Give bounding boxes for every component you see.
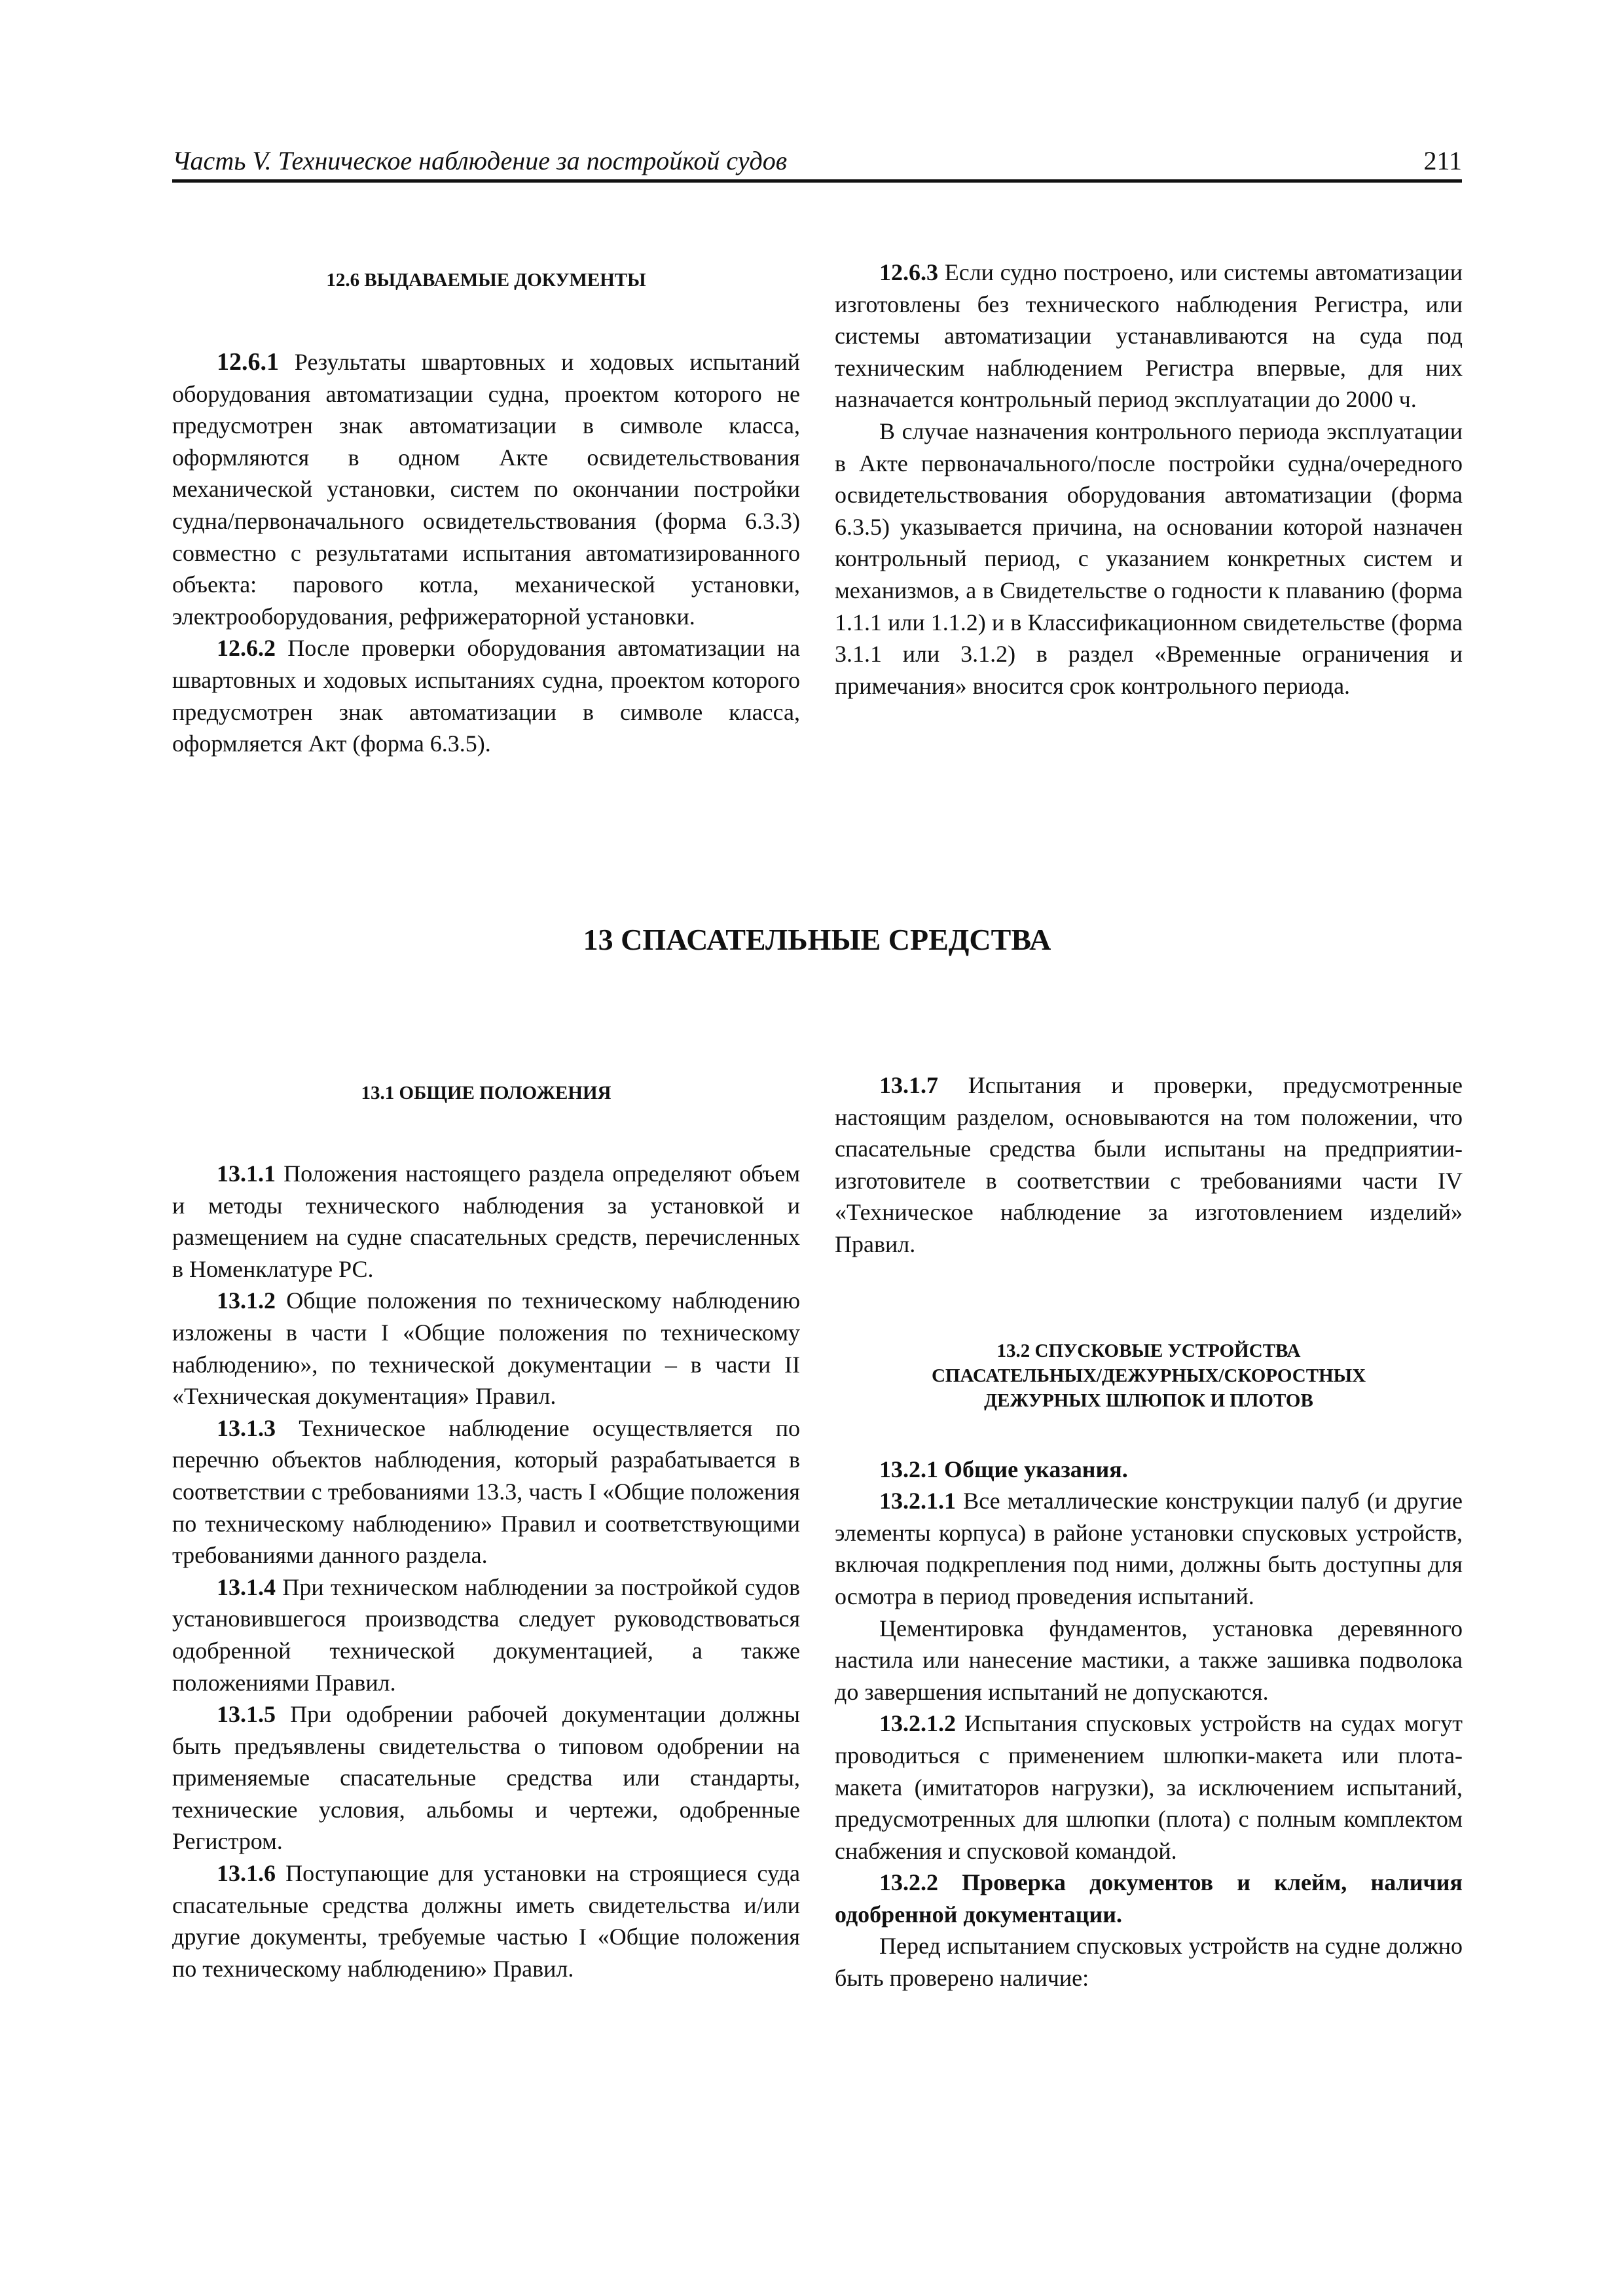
- paragraph-13-1-7: [835, 1069, 1463, 1261]
- paragraph-12-6-3: [835, 257, 1463, 416]
- paragraph-13-2-2-continued: Перед испытанием спусковых устройств на судне должно быть проверено наличие:: [835, 1933, 1463, 1992]
- paragraph-13-1-6: [172, 1857, 800, 1984]
- section-heading-13-2-line-1: 13.2 СПУСКОВЫЕ УСТРОЙСТВА: [996, 1340, 1301, 1361]
- paragraph-text-13-1-7: Испытания и проверки, предусмотренные настоящим разделом, основываются на том положении, что спасательные средства были испытаны на предприятии-изготовителе в соответствии с требованиями части IV «Техническое наблюдение за изготовлением изделий» Правил.: [835, 1072, 1463, 1257]
- paragraph-text-12-6-3: Если судно построено, или системы автоматизации изготовлены без технического наблюдения Регистра, или системы автоматизации устанавливаются на суда под техническим наблюдением Регистра впервые, для них назначается контрольный период эксплуатации до 2000 ч.: [835, 259, 1463, 413]
- section-heading-13-2: [835, 1338, 1463, 1413]
- paragraph-13-1-1: [172, 1158, 800, 1285]
- paragraph-text-12-6-2: После проверки оборудования автоматизации на швартовных и ходовых испытаниях судна, проектом которого предусмотрен знак автоматизации в символе класса, оформляется Акт (форма 6.3.5).: [172, 635, 800, 757]
- paragraph-number-12-6-2: 12.6.2: [217, 635, 276, 662]
- section-heading-13-1: 13.1 ОБЩИЕ ПОЛОЖЕНИЯ: [361, 1083, 611, 1103]
- section-heading-12-6: 12.6 ВЫДАВАЕМЫЕ ДОКУМЕНТЫ: [326, 270, 646, 291]
- page-number: 211: [1423, 146, 1462, 175]
- paragraph-text-13-2-1-2: Испытания спусковых устройств на судах могут проводиться с применением шлюпки-макета или плота-макета (имитаторов нагрузки), за исключением испытаний, предусмотренных для шлюпки (плота) с полным комплектом снабжения и спусковой командой.: [835, 1710, 1463, 1864]
- paragraph-number-13-1-2: 13.1.2: [217, 1287, 276, 1314]
- paragraph-12-6-1: [172, 346, 800, 632]
- section-heading-13-2-line-2: СПАСАТЕЛЬНЫХ/ДЕЖУРНЫХ/СКОРОСТНЫХ: [931, 1365, 1366, 1386]
- paragraph-13-2-1-1-continued: Цементировка фундаментов, установка деревянного настила или нанесение мастики, а также зашивка подволока до завершения испытаний не допускаются.: [835, 1615, 1463, 1705]
- paragraph-text-13-1-4: При техническом наблюдении за постройкой судов установившегося производства следует руководствоваться одобренной технической документацией, а также положениями Правил.: [172, 1573, 800, 1696]
- paragraph-13-2-1-1: [835, 1485, 1463, 1612]
- running-header: [172, 143, 1462, 183]
- paragraph-number-13-2-1-1: 13.2.1.1: [879, 1488, 956, 1515]
- paragraph-13-1-5: [172, 1698, 800, 1857]
- section-13-1-left-column: [172, 1081, 800, 1984]
- section-13-right-column: [835, 1069, 1463, 1994]
- paragraph-text-13-1-5: При одобрении рабочей документации должны быть предъявлены свидетельства о типовом одобрении на применяемые спасательные средства или стандарты, технические условия, альбомы и чертежи, одобренные Регистром.: [172, 1701, 800, 1855]
- paragraph-number-13-1-4: 13.1.4: [217, 1573, 276, 1600]
- paragraph-number-13-1-3: 13.1.3: [217, 1414, 276, 1441]
- paragraph-13-2-2: 13.2.2 Проверка документов и клейм, наличия одобренной документации.: [835, 1869, 1463, 1928]
- paragraph-number-13-1-6: 13.1.6: [217, 1860, 276, 1887]
- section-12-6-left-column: [172, 268, 800, 760]
- paragraph-text-13-1-3: Техническое наблюдение осуществляется по перечню объектов наблюдения, который разрабатывается в соответствии с требованиями 13.3, часть I «Общие положения по техническому наблюдению» Правил и соответствующими требованиями данного раздела.: [172, 1414, 800, 1569]
- paragraph-text-12-6-1: Результаты швартовных и ходовых испытаний оборудования автоматизации судна, проектом которого не предусмотрен знак автоматизации в символе класса, оформляются в одном Акте освидетельствования механической установки, систем по окончании постройки судна/первоначального освидетельствования (форма 6.3.3) совместно с результатами испытания автоматизированного объекта: парового котла, механической установки, электрооборудования, рефрижераторной установки.: [172, 349, 800, 630]
- paragraph-number-13-1-1: 13.1.1: [217, 1160, 276, 1187]
- paragraph-text-13-1-6: Поступающие для установки на строящиеся суда спасательные средства должны иметь свидетельства и/или другие документы, требуемые частью I «Общие положения по техническому наблюдению» Правил.: [172, 1860, 800, 1982]
- section-heading-13-2-line-3: ДЕЖУРНЫХ ШЛЮПОК И ПЛОТОВ: [984, 1390, 1313, 1411]
- paragraph-13-2-1-2: [835, 1708, 1463, 1867]
- paragraph-number-13-1-7: 13.1.7: [879, 1072, 938, 1098]
- section-12-6-right-column: [835, 257, 1463, 702]
- running-header-title: Часть V. Техническое наблюдение за постройкой судов: [172, 146, 788, 175]
- paragraph-text-13-1-1: Положения настоящего раздела определяют объем и методы технического наблюдения за установкой и размещением на судне спасательных средств, перечисленных в Номенклатуре РС.: [172, 1160, 800, 1282]
- chapter-title: 13 СПАСАТЕЛЬНЫЕ СРЕДСТВА: [583, 923, 1051, 956]
- paragraph-number-12-6-3: 12.6.3: [879, 259, 938, 285]
- paragraph-12-6-2: [172, 632, 800, 759]
- paragraph-13-1-3: [172, 1412, 800, 1571]
- paragraph-13-2-1: 13.2.1 Общие указания.: [879, 1456, 1128, 1482]
- paragraph-number-13-1-5: 13.1.5: [217, 1701, 276, 1728]
- paragraph-13-1-4: [172, 1571, 800, 1698]
- paragraph-number-13-2-1-2: 13.2.1.2: [879, 1710, 956, 1737]
- paragraph-text-13-2-1-1: Все металлические конструкции палуб (и другие элементы корпуса) в районе установки спусковых устройств, включая подкрепления под ними, должны быть доступны для осмотра в период проведения испытаний.: [835, 1488, 1463, 1609]
- paragraph-number-12-6-1: 12.6.1: [217, 348, 279, 376]
- paragraph-12-6-3-continued: В случае назначения контрольного периода эксплуатации в Акте первоначального/после постройки судна/очередного освидетельствования оборудования автоматизации (форма 6.3.5) указывается причина, на основании которой назначен контрольный период, с указанием конкретных систем и механизмов, а в Свидетельстве о годности к плаванию (форма 1.1.1 или 1.1.2) и в Классификационном свидетельстве (форма 3.1.1 или 3.1.2) в раздел «Временные ограничения и примечания» вносится срок контрольного периода.: [835, 418, 1463, 699]
- paragraph-13-1-2: [172, 1285, 800, 1412]
- paragraph-text-13-1-2: Общие положения по техническому наблюдению изложены в части I «Общие положения по техническому наблюдению», по технической документации – в части II «Техническая документация» Правил.: [172, 1287, 800, 1410]
